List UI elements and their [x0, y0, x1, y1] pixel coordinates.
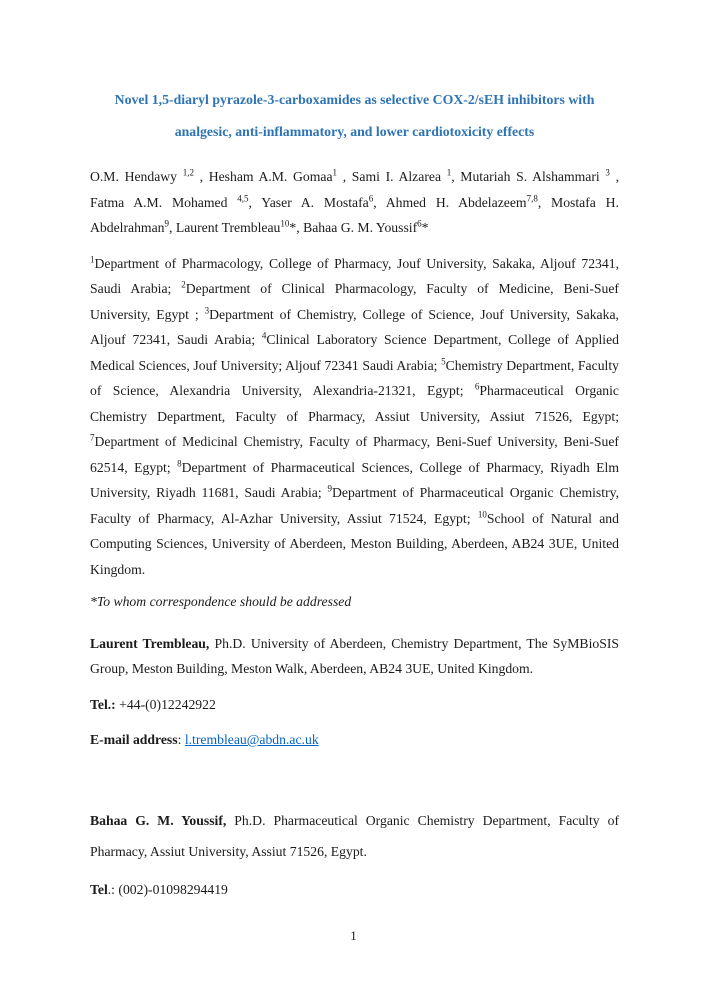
contact-bahaa-youssif [90, 805, 619, 867]
text-segment: Laurent Trembleau, [90, 635, 210, 651]
text-segment: Clinical Laboratory Science Department, College of Applied Medical Sciences, Jouf University; Aljouf 72341 Saudi Arabia; [90, 332, 620, 373]
paper-title-line-2: analgesic, anti-inflammatory, and lower cardiotoxicity effects [174, 124, 535, 139]
superscript-ref: 1 [446, 167, 452, 178]
superscript-ref: 6 [474, 381, 480, 392]
text-segment: , Hesham A.M. Gomaa [193, 169, 333, 184]
text-segment: : [177, 732, 185, 747]
superscript-ref: 7 [90, 432, 95, 443]
text-segment: , Fatma A.M. Mohamed [90, 169, 619, 210]
superscript-ref: 10 [280, 218, 290, 229]
superscript-ref: 7,8 [526, 192, 538, 203]
superscript-ref: 3 [605, 167, 610, 178]
text-segment: .: (002)-01098294419 [107, 881, 228, 897]
superscript-ref: 9 [164, 218, 169, 229]
tel-bahaa-youssif [90, 877, 619, 903]
text-segment: School of Natural and Computing Sciences, University of Aberdeen, Meston Building, Aberdeen, AB24 3UE, United Kingdom. [90, 510, 619, 577]
text-segment: Department of Pharmaceutical Organic Chemistry, Faculty of Pharmacy, Al-Azhar University, Assiut 71524, Egypt; [90, 485, 619, 526]
superscript-ref: 2 [181, 279, 186, 290]
text-segment: Department of Medicinal Chemistry, Faculty of Pharmacy, Beni-Suef University, Beni-Suef 62514, Egypt; [90, 434, 619, 475]
superscript-ref: 4,5 [237, 192, 249, 203]
text-segment: *, Bahaa G. M. Youssif [289, 220, 418, 235]
tel-laurent-trembleau [90, 692, 619, 718]
superscript-ref: 3 [204, 304, 210, 315]
authors-line [90, 164, 619, 241]
superscript-ref: 6 [368, 192, 374, 203]
page-number: 1 [350, 928, 357, 943]
text-segment: O.M. Hendawy [90, 169, 183, 184]
paper-title-line-1: Novel 1,5-diaryl pyrazole-3-carboxamides as selective COX-2/sEH inhibitors with [114, 92, 595, 107]
text-segment: Department of Pharmaceutical Sciences, College of Pharmacy, Riyadh Elm University, Riyadh 11681, Saudi Arabia; [90, 459, 619, 500]
text-segment: E-mail address [90, 732, 178, 747]
text-segment: , Laurent Trembleau [169, 220, 281, 235]
affiliations-paragraph [90, 251, 619, 583]
superscript-ref: 1 [332, 167, 338, 178]
text-segment: Tel.: [90, 696, 116, 712]
superscript-ref: 1 [90, 253, 95, 264]
text-segment: * [421, 220, 429, 235]
text-segment: , Mostafa H. Abdelrahman [90, 194, 619, 235]
superscript-ref: 6 [417, 218, 422, 229]
text-segment: , Mutariah S. Alshammari [451, 169, 606, 184]
contact-laurent-trembleau [90, 631, 619, 682]
superscript-ref: 10 [477, 508, 487, 519]
text-segment: Tel [90, 881, 108, 897]
text-segment: Department of Pharmacology, College of Pharmacy, Jouf University, Sakaka, Aljouf 72341, Saudi Arabia; [90, 255, 619, 296]
text-segment: +44-(0)12242922 [115, 696, 216, 712]
text-segment: Ph.D. Pharmaceutical Organic Chemistry Department, Faculty of Pharmacy, Assiut University, Assiut 71526, Egypt. [90, 812, 620, 859]
text-segment: Bahaa G. M. Youssif, [90, 812, 227, 828]
text-segment: , Ahmed H. Abdelazeem [373, 194, 527, 210]
superscript-ref: 9 [327, 483, 332, 494]
text-segment: Ph.D. University of Aberdeen, Chemistry Department, The SyMBioSIS Group, Meston Building, Meston Walk, Aberdeen, AB24 3UE, United Kingdom. [90, 635, 619, 676]
correspondence-note: *To whom correspondence should be addressed [90, 594, 352, 609]
text-segment: Pharmaceutical Organic Chemistry Department, Faculty of Pharmacy, Assiut University, Assiut 71526, Egypt; [90, 383, 620, 424]
superscript-ref: 1,2 [182, 167, 194, 178]
text-segment: Department of Chemistry, College of Science, Jouf University, Sakaka, Aljouf 72341, Saudi Arabia; [90, 306, 619, 347]
paper-title [90, 84, 619, 148]
text-segment: , Yaser A. Mostafa [248, 194, 369, 210]
superscript-ref: 8 [177, 457, 182, 468]
text-segment: Department of Clinical Pharmacology, Faculty of Medicine, Beni-Suef University, Egypt ; [90, 281, 619, 322]
superscript-ref: 4 [261, 330, 267, 341]
text-segment: Chemistry Department, Faculty of Science, Alexandria University, Alexandria-21321, Egypt; [90, 357, 619, 398]
superscript-ref: 5 [441, 355, 446, 366]
text-segment: , Sami I. Alzarea [337, 169, 447, 184]
email-line [90, 727, 619, 753]
email-link[interactable]: l.trembleau@abdn.ac.uk [184, 732, 319, 747]
